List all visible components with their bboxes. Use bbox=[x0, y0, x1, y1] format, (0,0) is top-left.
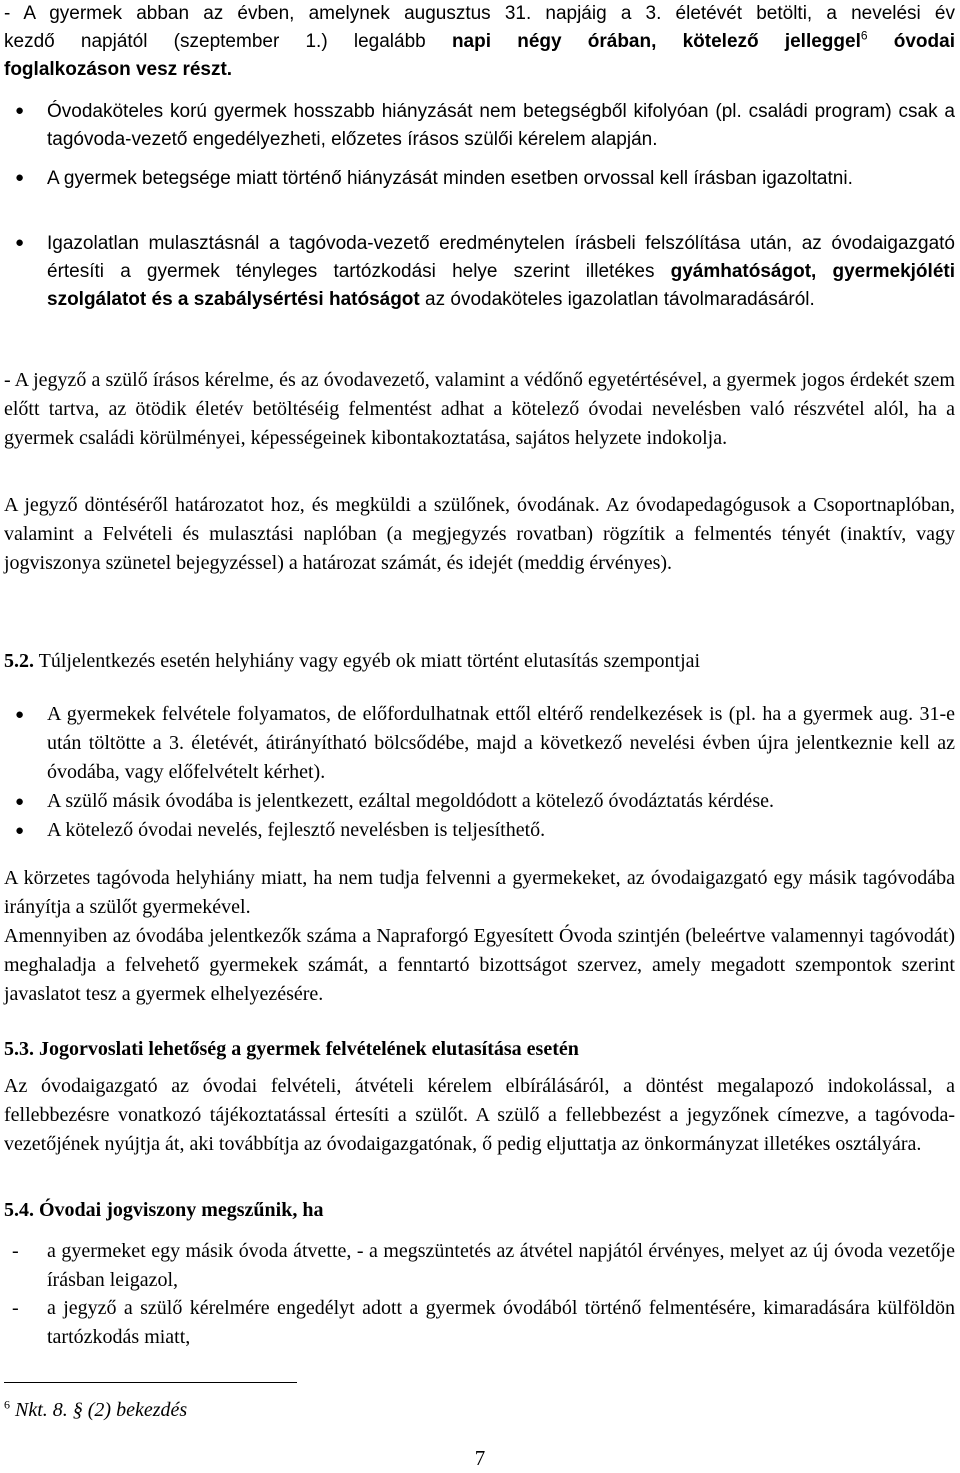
bullet-text bbox=[47, 230, 955, 314]
intro-line-2 bbox=[4, 28, 955, 56]
paragraph bbox=[4, 922, 955, 1009]
bullet-text: A kötelező óvodai nevelés, fejlesztő nevelésben is teljesíthető. bbox=[47, 819, 546, 841]
paragraph-text: A jegyző döntéséről határozatot hoz, és megküldi a szülőnek, óvodának. Az óvodapedagógusok a Csoportnaplóban, valamint a Felvételi és mulasztási naplóban (a megjegyzés rovatban) rögzítik a felmentés tényét (inaktív, vagy jogviszonya szünetel bejegyzéssel) a határozat számát, és idejét (meddig érvényes). bbox=[4, 494, 955, 574]
dash-item bbox=[47, 1294, 955, 1352]
intro-line-1: - A gyermek abban az évben, amelynek augusztus 31. napjáig a 3. életévét betölti, a nevelési év bbox=[4, 3, 955, 24]
paragraph bbox=[4, 366, 955, 453]
dash-text: a jegyző a szülő kérelmére engedélyt adott a gyermek óvodából történő felmentésére, kimaradására külföldön tartózkodás miatt, bbox=[47, 1297, 955, 1348]
section-heading-5-2 bbox=[4, 647, 955, 676]
dash-marker: - bbox=[12, 1240, 19, 1262]
section-title: Túljelentkezés esetén helyhiány vagy egyéb ok miatt történt elutasítás szempontjai bbox=[34, 650, 701, 672]
paragraph-text: Az óvodaigazgató az óvodai felvételi, átvételi kérelem elbírálásáról, a döntést megalapozó indokolással, a fellebbezésre vonatkozó tájékoztatással értesíti a szülőt. A szülő a fellebbezést a jegyzőnek címezve, a tagóvoda-vezetőjének nyújtja át, aki továbbítja az óvodaigazgatónak, ő pedig eljuttatja az önkormányzat illetékes osztályára. bbox=[4, 1075, 955, 1155]
page-number: 7 bbox=[474, 1446, 486, 1470]
section-number: 5.2. bbox=[4, 650, 34, 672]
bullet-icon: ● bbox=[15, 234, 25, 251]
footnote-ref: 6 bbox=[860, 28, 868, 43]
intro-bold-line: foglalkozáson vesz részt. bbox=[4, 59, 233, 80]
footnote-separator bbox=[4, 1382, 297, 1383]
bullet-text: A gyermek betegsége miatt történő hiányzását minden esetben orvossal kell írásban igazoltatni. bbox=[47, 168, 853, 189]
bullet-icon: ● bbox=[15, 169, 25, 186]
bullet-icon: ● bbox=[15, 823, 25, 839]
bullet-item bbox=[47, 165, 955, 193]
bullet-item bbox=[47, 700, 955, 787]
dash-item bbox=[47, 1237, 955, 1295]
intro-bold: napi négy órában, kötelező jelleggel bbox=[451, 31, 861, 52]
intro-bold-tail: óvodai bbox=[867, 31, 955, 52]
intro-line-3 bbox=[4, 56, 955, 84]
bullet-text-c: az óvodaköteles igazolatlan távolmaradásáról. bbox=[419, 289, 815, 310]
bullet-text-a: Igazolatlan mulasztásnál a tagóvoda-vezető eredménytelen írásbeli felszólítása után, az óvodaigazgató értesíti a gyermek tényleges tartózkodási helye szerint illetékes bbox=[47, 233, 955, 282]
footnote-number: 6 bbox=[4, 1397, 10, 1412]
bullet-item bbox=[47, 787, 955, 816]
dash-text: a gyermeket egy másik óvoda átvette, - a megszüntetés az átvétel napjától érvényes, melyet az új óvoda vezetője írásban leigazol, bbox=[47, 1240, 955, 1291]
section-title: 5.3. Jogorvoslati lehetőség a gyermek felvételének elutasítása esetén bbox=[4, 1038, 579, 1060]
bullet-text-bold: gyámhatóságot, gyermekjóléti szolgálatot és a szabálysértési hatóságot bbox=[47, 261, 955, 310]
dash-marker: - bbox=[12, 1297, 19, 1319]
paragraph-text: A körzetes tagóvoda helyhiány miatt, ha nem tudja felvenni a gyermekeket, az óvodaigazgató egy másik tagóvodába irányítja a szülőt gyermekével. bbox=[4, 867, 955, 918]
paragraph bbox=[4, 864, 955, 922]
footnote bbox=[4, 1396, 187, 1424]
bullet-text: A gyermekek felvétele folyamatos, de előfordulhatnak ettől eltérő rendelkezések is (pl. ha a gyermek aug. 31-e után töltötte a 3. életévét, átirányítható bölcsődébe, majd a következő nevelési évben újra jelentkeznie kell az óvodába, vagy előfelvételt kérhet). bbox=[47, 703, 955, 783]
intro-paragraph bbox=[4, 0, 955, 84]
bullet-item bbox=[47, 816, 955, 845]
section-heading-5-3 bbox=[4, 1035, 955, 1064]
paragraph bbox=[4, 491, 955, 578]
section-heading-5-4 bbox=[4, 1196, 955, 1225]
section-title: 5.4. Óvodai jogviszony megszűnik, ha bbox=[4, 1199, 324, 1221]
paragraph bbox=[4, 1072, 955, 1159]
footnote-text: Nkt. 8. § (2) bekezdés bbox=[10, 1399, 188, 1421]
bullet-item bbox=[47, 230, 955, 314]
bullet-icon: ● bbox=[15, 794, 25, 810]
paragraph-text: Amennyiben az óvodába jelentkezők száma a Napraforgó Egyesített Óvoda szintjén (beleértve valamennyi tagóvodát) meghaladja a felvehető gyermekek számát, a fenntartó bizottságot szervez, amely megadott szempontok szerint javaslatot tesz a gyermek elhelyezésére. bbox=[4, 925, 955, 1005]
bullet-icon: ● bbox=[15, 102, 25, 119]
bullet-text: Óvodaköteles korú gyermek hosszabb hiányzását nem betegségből kifolyóan (pl. családi program) csak a tagóvoda-vezető engedélyezheti, előzetes írásos szülői kérelem alapján. bbox=[47, 101, 955, 150]
bullet-item bbox=[47, 98, 955, 154]
paragraph-text: - A jegyző a szülő írásos kérelme, és az óvodavezető, valamint a védőnő egyetértésével, a gyermek jogos érdekét szem előtt tartva, az ötödik életév betöltéséig felmentést adhat a kötelező óvodai nevelésben való részvétel alól, ha a gyermek családi körülményei, képességeinek kibontakoztatása, sajátos helyzete indokolja. bbox=[4, 369, 955, 449]
bullet-text: A szülő másik óvodába is jelentkezett, ezáltal megoldódott a kötelező óvodáztatás kérdése. bbox=[47, 790, 774, 812]
intro-text: kezdő napjától (szeptember 1.) legalább bbox=[4, 31, 452, 52]
bullet-icon: ● bbox=[15, 707, 25, 723]
